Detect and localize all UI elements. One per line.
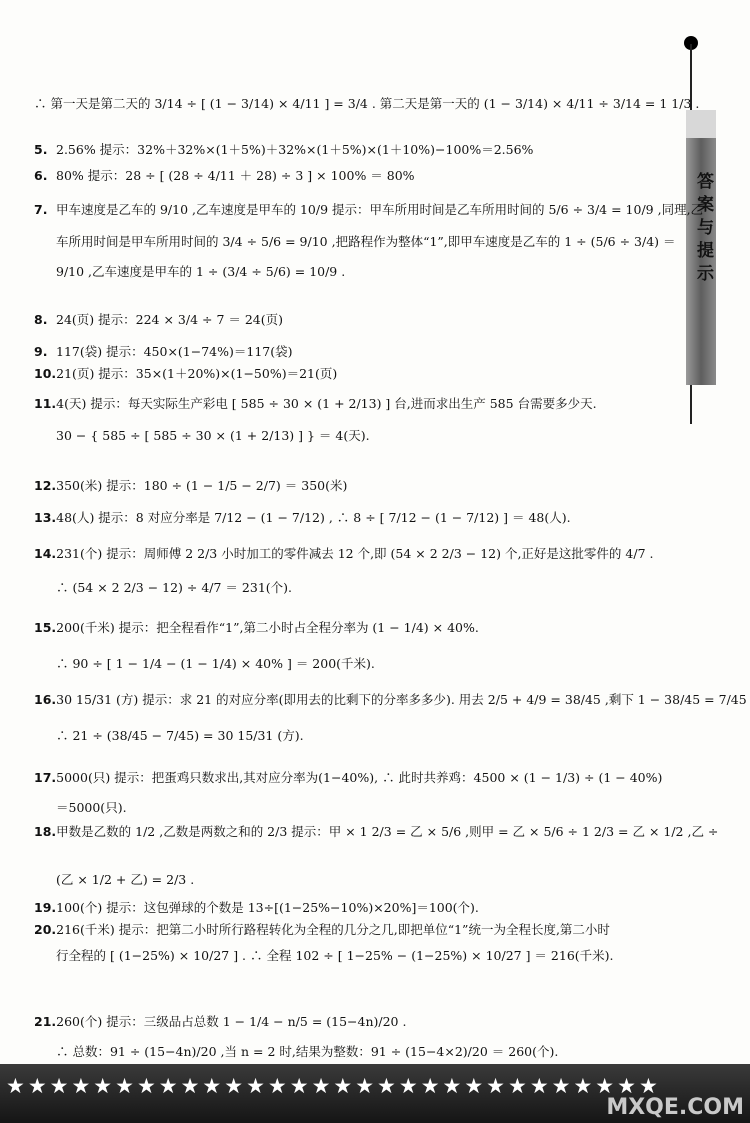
answer-line (34, 478, 347, 494)
answer-line (34, 824, 718, 840)
answer-text: 30 15/31 (方) 提示：求 21 的对应分率(即用去的比剩下的分率多多少). 用去 2/5 + 4/9 = 38/45 ,剩下 1 − 38/45 = 7/45 (56, 692, 747, 707)
answer-line (34, 396, 597, 412)
answer-text: 48(人) 提示：8 对应分率是 7/12 − (1 − 7/12) , ∴ 8 ÷ [ 7/12 − (1 − 7/12) ] ＝ 48(人). (56, 510, 571, 525)
answer-text: ∴ 90 ÷ [ 1 − 1/4 − (1 − 1/4) × 40% ] ＝ 200(千米). (56, 656, 375, 671)
answer-line (56, 428, 370, 444)
answer-text: 2.56% 提示：32%＋32%×(1＋5%)＋32%×(1＋5%)×(1＋10%)−100%＝2.56% (56, 142, 534, 157)
question-number: 12. (34, 478, 57, 493)
answer-line (34, 510, 571, 526)
question-number: 20. (34, 922, 57, 937)
answer-text: 200(千米) 提示：把全程看作“1”,第二小时占全程分率为 (1 − 1/4) × 40%. (56, 620, 479, 635)
answer-text: 5000(只) 提示：把蛋鸡只数求出,其对应分率为(1−40%), ∴ 此时共养鸡：4500 × (1 − 1/3) ÷ (1 − 40%) (56, 770, 663, 785)
answer-text: 行全程的 [ (1−25%) × 10/27 ] . ∴ 全程 102 ÷ [ 1−25% − (1−25%) × 10/27 ] ＝ 216(千米). (56, 948, 614, 963)
answer-line (34, 202, 703, 218)
question-number: 19. (34, 900, 57, 915)
answer-text: ∴ (54 × 2 2/3 − 12) ÷ 4/7 ＝ 231(个). (56, 580, 292, 595)
question-number: 9. (34, 344, 48, 359)
question-number: 13. (34, 510, 57, 525)
answer-text: 100(个) 提示：这包弹球的个数是 13÷[(1−25%−10%)×20%]＝100(个). (56, 900, 479, 915)
answer-line (34, 168, 415, 184)
answer-line (56, 872, 194, 888)
answer-line (34, 312, 283, 328)
question-number: 21. (34, 1014, 57, 1029)
answer-line (56, 800, 127, 816)
section-tab (686, 110, 716, 385)
answer-text: 350(米) 提示：180 ÷ (1 − 1/5 − 2/7) ＝ 350(米) (56, 478, 348, 493)
answer-line (56, 728, 304, 744)
question-number: 10. (34, 366, 57, 381)
answer-text: 260(个) 提示：三级品占总数 1 − 1/4 − n/5 = (15−4n)/20 . (56, 1014, 407, 1029)
answer-line (34, 692, 747, 708)
question-number: 7. (34, 202, 48, 217)
answer-line (34, 620, 479, 636)
answer-line (56, 656, 375, 672)
answer-text: ＝5000(只). (56, 800, 127, 815)
answer-text: 30 − { 585 ÷ [ 585 ÷ 30 × (1 + 2/13) ] } ＝ 4(天). (56, 428, 370, 443)
question-number: 14. (34, 546, 57, 561)
answer-text: ∴ 总数：91 ÷ (15−4n)/20 ,当 n = 2 时,结果为整数：91 ÷ (15−4×2)/20 ＝ 260(个). (56, 1044, 559, 1059)
answer-text: 甲车速度是乙车的 9/10 ,乙车速度是甲车的 10/9 提示：甲车所用时间是乙车所用时间的 5/6 ÷ 3/4 = 10/9 ,同理,乙 (56, 202, 704, 217)
question-number: 17. (34, 770, 57, 785)
footer-stars: ★★★★★★★★★★★★★★★★★★★★★★★★★★★★★★ (6, 1074, 661, 1098)
answer-text: 车所用时间是甲车所用时间的 3/4 ÷ 5/6 = 9/10 ,把路程作为整体“1”,即甲车速度是乙车的 1 ÷ (5/6 ÷ 3/4) ＝ (56, 234, 676, 249)
answer-line (56, 1044, 558, 1060)
answer-text: 117(袋) 提示：450×(1−74%)＝117(袋) (56, 344, 293, 359)
question-number: 15. (34, 620, 57, 635)
answer-text: 24(页) 提示：224 × 3/4 ÷ 7 ＝ 24(页) (56, 312, 284, 327)
answer-text: ∴ 21 ÷ (38/45 − 7/45) = 30 15/31 (方). (56, 728, 304, 743)
answer-line (56, 264, 345, 280)
answer-line (34, 344, 293, 360)
question-number: 5. (34, 142, 48, 157)
answer-line (34, 142, 533, 158)
answer-text: 甲数是乙数的 1/2 ,乙数是两数之和的 2/3 提示：甲 × 1 2/3 = 乙 × 5/6 ,则甲 = 乙 × 5/6 ÷ 1 2/3 = 乙 × 1/2 ,乙 ÷ (56, 824, 719, 839)
answer-text: 80% 提示：28 ÷ [ (28 ÷ 4/11 ＋ 28) ÷ 3 ] × 100% ＝ 80% (56, 168, 415, 183)
answer-line (34, 96, 699, 112)
answer-line (34, 366, 337, 382)
answer-text: 216(千米) 提示：把第二小时所行路程转化为全程的几分之几,即把单位“1”统一为全程长度,第二小时 (56, 922, 610, 937)
section-tab-cap (686, 110, 716, 138)
answer-line (56, 234, 676, 250)
question-number: 8. (34, 312, 48, 327)
answer-line (34, 922, 610, 938)
section-tab-label: 答案与提示 (693, 172, 713, 287)
answer-line (56, 580, 292, 596)
question-number: 18. (34, 824, 57, 839)
question-number: 6. (34, 168, 48, 183)
answer-text: 231(个) 提示：周师傅 2 2/3 小时加工的零件减去 12 个,即 (54 × 2 2/3 − 12) 个,正好是这批零件的 4/7 . (56, 546, 654, 561)
answer-text: (乙 × 1/2 + 乙) = 2/3 . (56, 872, 195, 887)
answer-line (34, 900, 479, 916)
answer-line (34, 770, 662, 786)
answer-text: 9/10 ,乙车速度是甲车的 1 ÷ (3/4 ÷ 5/6) = 10/9 . (56, 264, 346, 279)
answer-text: 21(页) 提示：35×(1＋20%)×(1−50%)＝21(页) (56, 366, 338, 381)
question-number: 11. (34, 396, 57, 411)
answer-line (34, 546, 653, 562)
answer-line (34, 1014, 406, 1030)
answer-text: 4(天) 提示：每天实际生产彩电 [ 585 ÷ 30 × (1 + 2/13) ] 台,进而求出生产 585 台需要多少天. (56, 396, 597, 411)
answer-text: ∴ 第一天是第二天的 3/14 ÷ [ (1 − 3/14) × 4/11 ] = 3/4 . 第二天是第一天的 (1 − 3/14) × 4/11 ÷ 3/14 = 1 1/3 . (34, 96, 700, 111)
watermark: MXQE.COM (606, 1095, 744, 1120)
answer-line (56, 948, 614, 964)
question-number: 16. (34, 692, 57, 707)
